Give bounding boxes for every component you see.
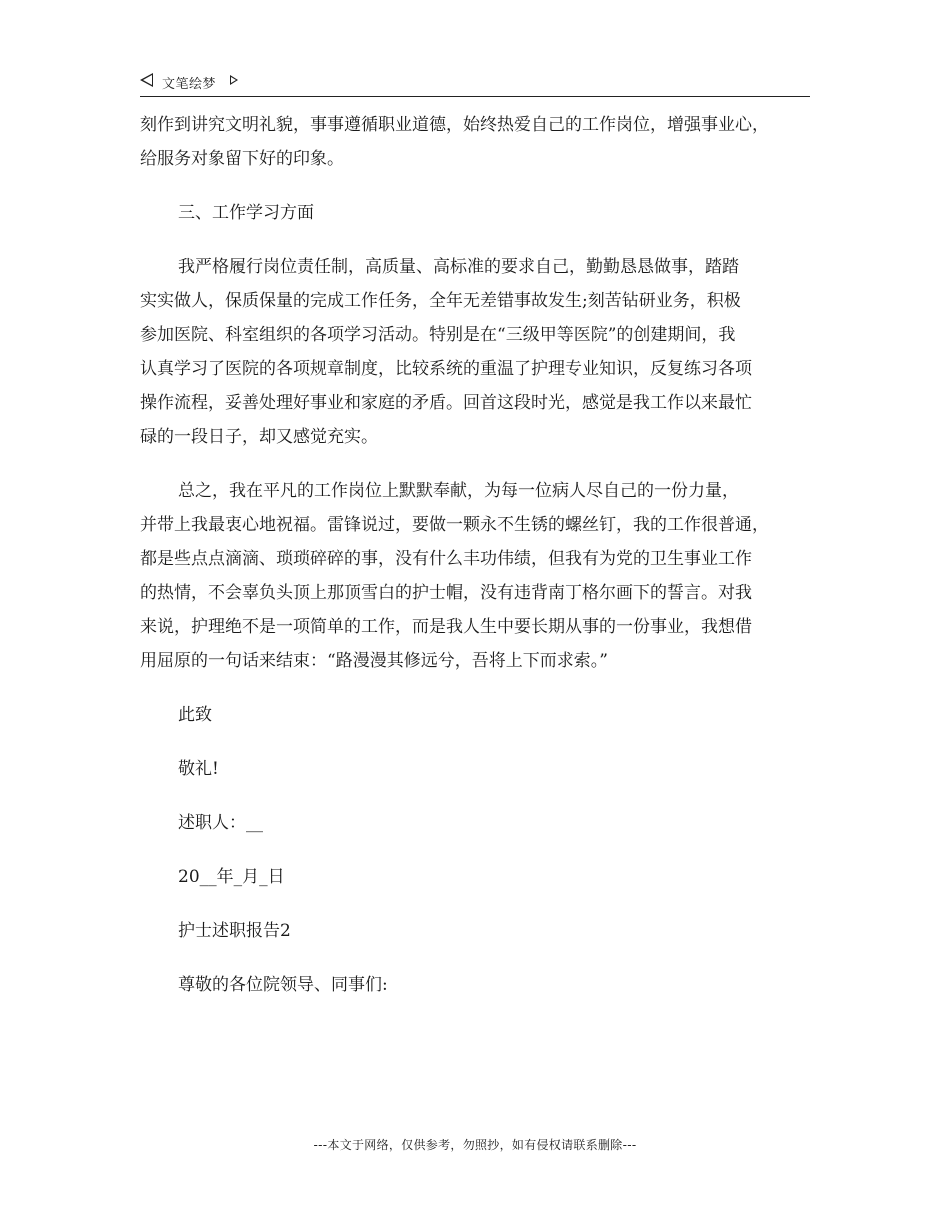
report-title: 护士述职报告2 — [178, 921, 291, 941]
paragraph-line: 操作流程，妥善处理好事业和家庭的矛盾。回首这段时光，感觉是我工作以来最忙 — [140, 393, 752, 413]
paragraph-3 — [140, 474, 812, 678]
paragraph-line: 认真学习了医院的各项规章制度，比较系统的重温了护理专业知识，反复练习各项 — [140, 359, 752, 379]
paragraph-line: 刻作到讲究文明礼貌，事事遵循职业道德，始终热爱自己的工作岗位，增强事业心， — [140, 115, 769, 135]
footer-disclaimer: ---本文于网络，仅供参考，勿照抄，如有侵权请联系删除--- — [313, 1138, 637, 1152]
header-brand: 文笔绘梦 — [162, 77, 217, 92]
greeting-line: 尊敬的各位院领导、同事们: — [178, 975, 388, 995]
paragraph-line: 我严格履行岗位责任制，高质量、高标准的要求自己，勤勤恳恳做事，踏踏 — [178, 257, 739, 277]
paragraph-2 — [140, 250, 812, 454]
paragraph-line: 给服务对象留下好的印象。 — [140, 149, 344, 169]
paragraph-line: 总之，我在平凡的工作岗位上默默奉献，为每一位病人尽自己的一份力量， — [178, 481, 739, 501]
paragraph-line: 碌的一段日子，却又感觉充实。 — [140, 427, 378, 447]
paragraph-line: 用屈原的一句话来结束：“路漫漫其修远兮，吾将上下而求索。” — [140, 651, 608, 671]
section-heading: 三、工作学习方面 — [178, 203, 314, 223]
paragraph-line: 参加医院、科室组织的各项学习活动。特别是在“三级甲等医院”的创建期间，我 — [140, 325, 736, 345]
date-line: 20__年_月_日 — [178, 867, 285, 887]
triangle-right-icon — [230, 75, 238, 85]
paragraph-1 — [140, 108, 812, 176]
closing-salutation: 此致 — [178, 705, 212, 725]
paragraph-line: 的热情，不会辜负头顶上那顶雪白的护士帽，没有违背南丁格尔画下的誓言。对我 — [140, 583, 752, 603]
signature-line: 述职人：__ — [178, 813, 263, 833]
document-body — [140, 108, 812, 1002]
paragraph-line: 实实做人，保质保量的完成工作任务，全年无差错事故发生;刻苦钻研业务，积极 — [140, 291, 741, 311]
triangle-left-icon — [140, 73, 153, 87]
paragraph-line: 并带上我最衷心地祝福。雷锋说过，要做一颗永不生锈的螺丝钉，我的工作很普通， — [140, 515, 769, 535]
page-header — [140, 70, 810, 97]
closing-respect: 敬礼! — [178, 759, 219, 779]
paragraph-line: 来说，护理绝不是一项简单的工作，而是我人生中要长期从事的一份事业，我想借 — [140, 617, 752, 637]
paragraph-line: 都是些点点滴滴、琐琐碎碎的事，没有什么丰功伟绩，但我有为党的卫生事业工作 — [140, 549, 752, 569]
